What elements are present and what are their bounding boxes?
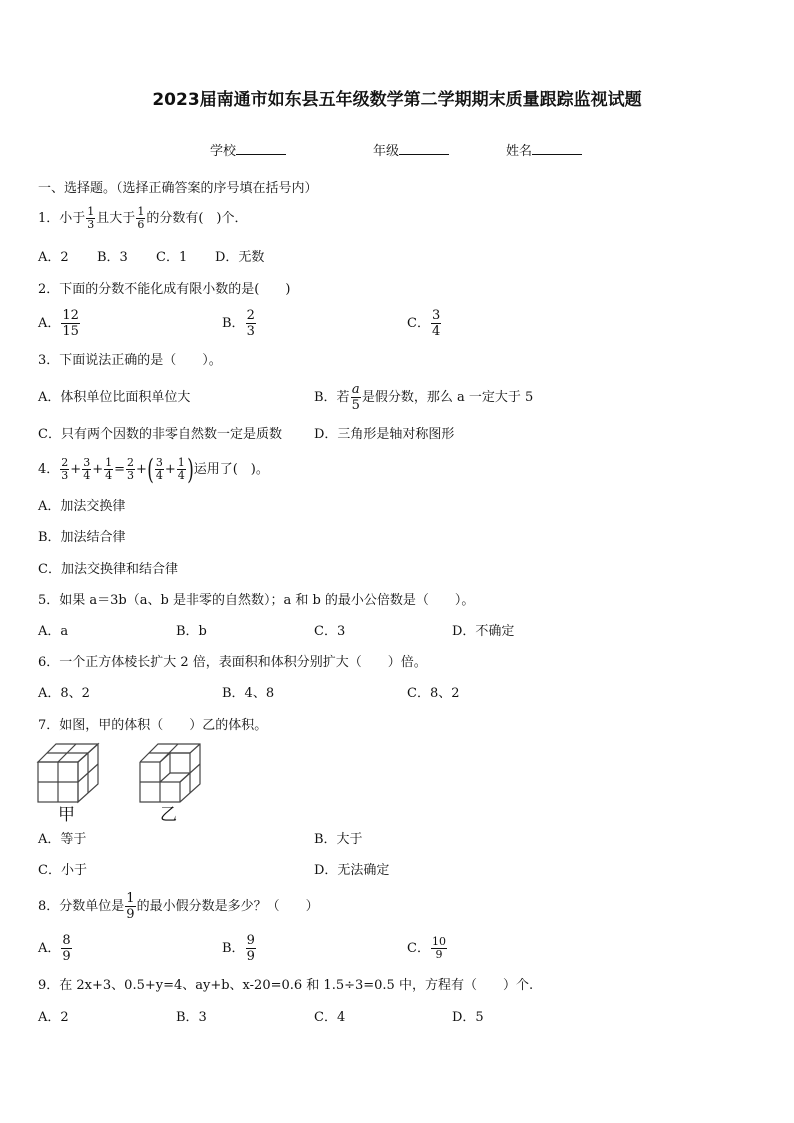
q3-option-d[interactable]: D．三角形是轴对称图形: [314, 427, 455, 442]
q8-option-a-fraction: $\frac{8}{9}$: [62, 933, 71, 964]
q2-option-a-label: A．: [38, 316, 61, 331]
q9-option-d[interactable]: D．5: [452, 1010, 484, 1025]
q7-option-c[interactable]: C．小于: [38, 863, 87, 878]
grade-field[interactable]: [373, 141, 449, 160]
q4-option-b[interactable]: B．加法结合律: [38, 530, 126, 545]
q4-plus-2: +: [92, 462, 104, 477]
q4-fraction-3: $\frac{1}{4}$: [105, 456, 113, 482]
q6-option-a[interactable]: A．8、2: [38, 686, 90, 701]
question-1: [38, 204, 247, 234]
q2-option-c-label: C．: [407, 316, 430, 331]
question-5: 5．如果 a＝3b（a、b 是非零的自然数）；a 和 b 的最小公倍数是（ ）。: [38, 593, 475, 608]
q7-option-d[interactable]: D．无法确定: [314, 863, 390, 878]
q8-option-b-fraction: $\frac{9}{9}$: [246, 933, 255, 964]
name-blank[interactable]: [532, 141, 582, 155]
q4-fraction-1: $\frac{2}{3}$: [61, 456, 69, 482]
q5-option-b[interactable]: B．b: [176, 624, 207, 639]
q8-option-a[interactable]: [38, 932, 73, 966]
q1-text-a: 小于: [59, 211, 86, 226]
q7-figure-yi: [138, 742, 204, 806]
q4-option-c[interactable]: C．加法交换律和结合律: [38, 562, 178, 577]
q4-fraction-2: $\frac{3}{4}$: [83, 456, 91, 482]
q4-number: 4．: [38, 462, 60, 477]
q6-option-b[interactable]: B．4、8: [222, 686, 275, 701]
q3-option-c[interactable]: C．只有两个因数的非零自然数一定是质数: [38, 427, 282, 442]
page-title: 2023届南通市如东县五年级数学第二学期期末质量跟踪监视试题: [152, 90, 642, 110]
q2-option-b-fraction: $\frac{2}{3}$: [246, 308, 255, 339]
q9-option-c[interactable]: C．4: [314, 1010, 346, 1025]
q3-option-b-label: B．若: [314, 390, 350, 405]
grade-blank[interactable]: [399, 141, 449, 155]
name-field[interactable]: [506, 141, 582, 160]
q8-option-c[interactable]: [407, 932, 448, 966]
q4-tail: 运用了( )。: [193, 462, 269, 477]
q4-right-paren: ): [186, 452, 194, 486]
q8-text-post: 的最小假分数是多少？（ ）: [136, 899, 319, 914]
q7-option-a[interactable]: A．等于: [38, 832, 87, 847]
q4-fraction-5: $\frac{3}{4}$: [155, 456, 163, 482]
q1-fraction-2: $\frac{1}{6}$: [137, 205, 145, 231]
grade-label: 年级: [373, 144, 400, 159]
question-2: 2．下面的分数不能化成有限小数的是( ): [38, 282, 291, 297]
q4-plus-3: +: [136, 462, 147, 477]
q3-option-b-text: 是假分数，那么 a 一定大于 5: [361, 390, 534, 405]
question-6: 6．一个正方体棱长扩大 2 倍，表面积和体积分别扩大（ ）倍。: [38, 655, 427, 670]
q7-figure-jia: [36, 742, 102, 806]
q1-option-d[interactable]: D．无数: [215, 250, 265, 265]
q9-option-b[interactable]: B．3: [176, 1010, 207, 1025]
school-blank[interactable]: [236, 141, 286, 155]
q4-plus-1: +: [70, 462, 82, 477]
q4-plus-4: +: [164, 462, 176, 477]
q1-option-b[interactable]: B．3: [97, 250, 128, 265]
q4-fraction-4: $\frac{2}{3}$: [127, 456, 134, 482]
q1-option-a[interactable]: A．2: [38, 250, 69, 265]
q3-option-a[interactable]: A．体积单位比面积单位大: [38, 390, 191, 405]
q8-option-a-label: A．: [38, 941, 61, 956]
question-7: 7．如图，甲的体积（ ）乙的体积。: [38, 718, 268, 733]
q1-option-c[interactable]: C．1: [156, 250, 188, 265]
question-4: [38, 452, 269, 488]
school-field[interactable]: [210, 141, 286, 160]
q2-option-a-fraction: $\frac{12}{15}$: [62, 308, 79, 339]
name-label: 姓名: [506, 144, 533, 159]
section-heading: 一、选择题。（选择正确答案的序号填在括号内）: [38, 181, 318, 196]
q1-fraction-1: $\frac{1}{3}$: [87, 205, 95, 231]
q4-option-a[interactable]: A．加法交换律: [38, 499, 126, 514]
q2-option-a[interactable]: [38, 306, 81, 342]
q8-option-c-label: C．: [407, 941, 430, 956]
q7-option-b[interactable]: B．大于: [314, 832, 363, 847]
q1-number: 1．: [38, 211, 60, 226]
q3-option-b-fraction: $\frac{a}{5}$: [351, 382, 360, 413]
q1-text-b: 且大于: [96, 211, 136, 226]
q2-option-b-label: B．: [222, 316, 245, 331]
q8-option-b[interactable]: [222, 932, 257, 966]
q6-option-c[interactable]: C．8、2: [407, 686, 460, 701]
q5-option-a[interactable]: A．a: [38, 624, 69, 639]
question-3: 3．下面说法正确的是（ ）。: [38, 353, 222, 368]
q4-equals: =: [114, 462, 125, 477]
q7-label-jia: 甲: [58, 805, 75, 825]
question-9: 9．在 2x+3、0.5+y=4、ay+b、x-20=0.6 和 1.5÷3=0.5 中，方程有（ ）个.: [38, 978, 534, 993]
q1-text-c: 的分数有( )个．: [146, 211, 248, 226]
q8-fraction: $\frac{1}{9}$: [126, 891, 135, 922]
q4-fraction-6: $\frac{1}{4}$: [177, 456, 185, 482]
school-label: 学校: [210, 144, 237, 159]
q2-option-c[interactable]: [407, 306, 442, 342]
q2-option-b[interactable]: [222, 306, 257, 342]
q7-label-yi: 乙: [160, 805, 177, 825]
q5-option-d[interactable]: D．不确定: [452, 624, 515, 639]
q4-left-paren: (: [147, 452, 154, 486]
q5-option-c[interactable]: C．3: [314, 624, 346, 639]
q9-option-a[interactable]: A．2: [38, 1010, 69, 1025]
q8-option-b-label: B．: [222, 941, 245, 956]
q8-option-c-fraction: $\frac{10}{9}$: [431, 935, 446, 961]
q2-option-c-fraction: $\frac{3}{4}$: [431, 308, 441, 339]
q8-text-pre: 8．分数单位是: [38, 899, 125, 914]
q3-option-b[interactable]: [314, 382, 533, 414]
question-8: [38, 890, 319, 924]
